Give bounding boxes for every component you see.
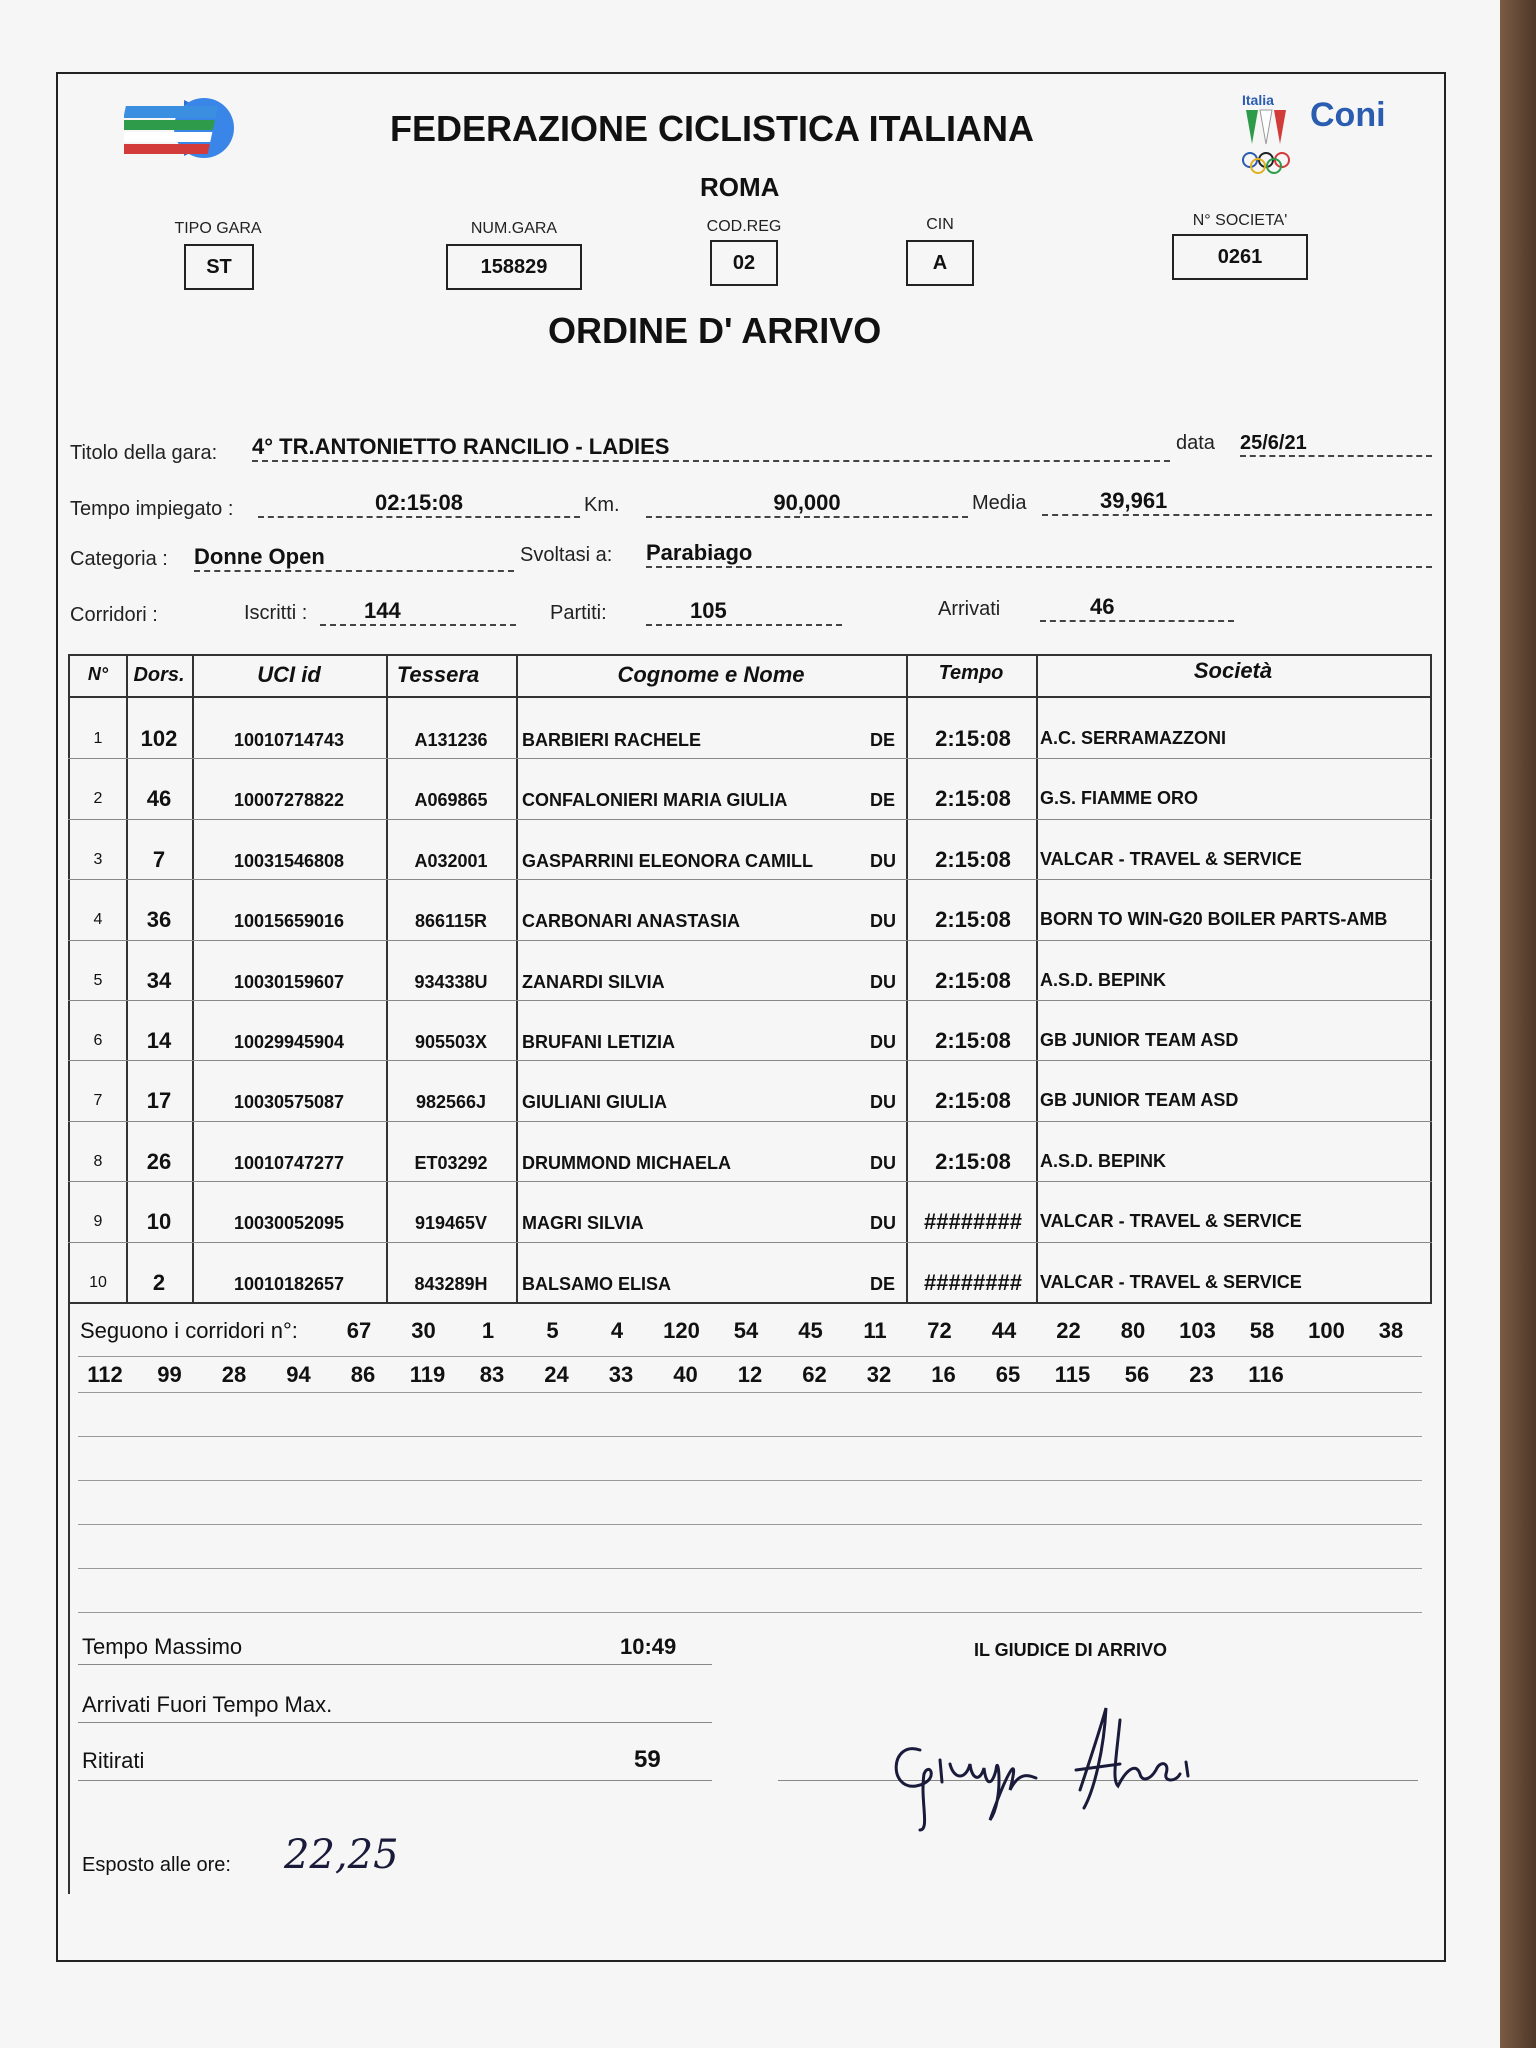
following-rider-number: 67 bbox=[346, 1318, 372, 1343]
row-category: DE bbox=[870, 790, 896, 811]
th-uci: UCI id bbox=[257, 662, 321, 687]
row-uci-id: 10030052095 bbox=[233, 1213, 345, 1234]
row-team: A.S.D. BEPINK bbox=[1040, 969, 1167, 990]
row-tessera: 934338U bbox=[414, 971, 488, 992]
judge-signature bbox=[880, 1690, 1240, 1840]
following-rider-number: 86 bbox=[350, 1362, 376, 1387]
ruled-line bbox=[78, 1524, 1422, 1525]
row-category: DU bbox=[870, 1032, 896, 1052]
row-tessera: 866115R bbox=[414, 911, 488, 932]
row-bib: 14 bbox=[146, 1028, 172, 1053]
following-rider-number: 30 bbox=[411, 1318, 436, 1343]
row-team: VALCAR - TRAVEL & SERVICE bbox=[1040, 1211, 1302, 1232]
row-tessera: 843289H bbox=[414, 1273, 488, 1294]
tipo-gara-box: ST bbox=[184, 244, 254, 290]
row-tessera: 982566J bbox=[415, 1092, 487, 1113]
tipo-gara-label: TIPO GARA bbox=[174, 220, 262, 237]
following-rider-number: 65 bbox=[995, 1362, 1021, 1387]
row-uci-id: 10029945904 bbox=[233, 1032, 345, 1052]
following-rider-number: 40 bbox=[673, 1362, 698, 1387]
place-label: Svoltasi a: bbox=[520, 544, 613, 566]
num-gara-label: NUM.GARA bbox=[470, 220, 558, 237]
th-team: Società bbox=[1193, 658, 1273, 683]
row-number: 2 bbox=[93, 790, 103, 808]
following-rider-number: 119 bbox=[409, 1362, 446, 1387]
max-time-label: Tempo Massimo bbox=[82, 1634, 243, 1659]
row-time: 2:15:08 bbox=[935, 967, 1011, 993]
row-name: CARBONARI ANASTASIA bbox=[522, 911, 740, 932]
following-rider-number: 23 bbox=[1189, 1362, 1214, 1387]
race-title: 4° TR.ANTONIETTO RANCILIO - LADIES bbox=[252, 434, 1170, 462]
row-time: 2:15:08 bbox=[935, 1148, 1011, 1174]
race-avg bbox=[1042, 488, 1432, 516]
row-bib: 10 bbox=[146, 1209, 172, 1235]
table-row-divider bbox=[68, 879, 1432, 880]
following-rider-number: 58 bbox=[1249, 1318, 1275, 1343]
out-of-time-label: Arrivati Fuori Tempo Max. bbox=[82, 1692, 333, 1717]
avg-label: Media bbox=[972, 492, 1027, 514]
following-rider-number: 45 bbox=[798, 1318, 823, 1343]
place: Parabiago bbox=[646, 540, 1432, 568]
row-uci-id: 10031546808 bbox=[233, 850, 345, 871]
row-name: CONFALONIERI MARIA GIULIA bbox=[522, 790, 788, 811]
following-rider-number: 94 bbox=[286, 1362, 311, 1387]
following-rider-number: 54 bbox=[733, 1318, 759, 1343]
row-team: VALCAR - TRAVEL & SERVICE bbox=[1040, 848, 1302, 869]
federation-title: FEDERAZIONE CICLISTICA ITALIANA bbox=[390, 108, 1034, 149]
started-label: Partiti: bbox=[550, 602, 607, 624]
following-rider-number: 72 bbox=[927, 1318, 952, 1343]
row-category: DE bbox=[870, 1273, 896, 1294]
row-uci-id: 10015659016 bbox=[233, 911, 345, 932]
row-team: G.S. FIAMME ORO bbox=[1040, 788, 1199, 809]
fci-logo bbox=[124, 96, 240, 160]
row-tessera: 905503X bbox=[414, 1032, 488, 1052]
following-label: Seguono i corridori n°: bbox=[80, 1318, 298, 1343]
arrived-label: Arrivati bbox=[938, 598, 1001, 620]
table-row-divider bbox=[68, 1242, 1432, 1243]
following-rider-number: 32 bbox=[866, 1362, 892, 1387]
row-team: VALCAR - TRAVEL & SERVICE bbox=[1040, 1271, 1302, 1292]
row-uci-id: 10007278822 bbox=[233, 790, 345, 811]
following-rider-number: 115 bbox=[1054, 1362, 1091, 1387]
row-number: 1 bbox=[93, 730, 103, 747]
row-category: DU bbox=[870, 1092, 896, 1113]
race-time bbox=[258, 490, 580, 518]
table-col-line bbox=[906, 654, 908, 1302]
num-gara-box: 158829 bbox=[446, 244, 582, 290]
row-bib: 36 bbox=[146, 907, 172, 933]
arrived-value: 46 bbox=[1090, 594, 1115, 619]
following-rider-number: 12 bbox=[737, 1362, 763, 1387]
ruled-line bbox=[78, 1568, 1422, 1569]
row-bib: 102 bbox=[140, 726, 178, 751]
row-category: DU bbox=[870, 1152, 896, 1173]
row-uci-id: 10010714743 bbox=[233, 730, 345, 750]
row-time: ######## bbox=[924, 1269, 1022, 1295]
cod-reg-box: 02 bbox=[710, 240, 778, 286]
max-time: 10:49 bbox=[620, 1634, 677, 1659]
row-tessera: 919465V bbox=[414, 1213, 488, 1234]
row-uci-id: 10010182657 bbox=[233, 1273, 345, 1294]
table-header-line bbox=[68, 696, 1432, 698]
following-rider-number: 28 bbox=[221, 1362, 247, 1387]
th-dors: Dors. bbox=[133, 664, 185, 686]
row-number: 7 bbox=[93, 1092, 103, 1110]
row-name: ZANARDI SILVIA bbox=[522, 971, 665, 992]
th-n: N° bbox=[87, 664, 109, 684]
row-team: A.S.D. BEPINK bbox=[1040, 1150, 1167, 1171]
row-bib: 2 bbox=[152, 1269, 166, 1295]
table-row-divider bbox=[68, 1000, 1432, 1001]
table-top-line bbox=[68, 654, 1432, 656]
row-team: A.C. SERRAMAZZONI bbox=[1040, 728, 1226, 748]
table-col-line bbox=[68, 654, 70, 1894]
row-tessera: ET03292 bbox=[414, 1152, 488, 1173]
registered-value: 144 bbox=[364, 598, 401, 623]
date-label: data bbox=[1176, 432, 1215, 454]
arrived bbox=[1040, 594, 1234, 622]
row-number: 6 bbox=[93, 1032, 103, 1049]
following-rider-number: 33 bbox=[608, 1362, 634, 1387]
following-rider-number: 24 bbox=[544, 1362, 569, 1387]
started-value: 105 bbox=[690, 598, 727, 623]
row-name: GIULIANI GIULIA bbox=[522, 1092, 667, 1113]
category-label: Categoria : bbox=[70, 548, 168, 570]
started bbox=[646, 598, 842, 626]
row-number: 10 bbox=[89, 1273, 107, 1291]
row-bib: 26 bbox=[146, 1148, 172, 1174]
category: Donne Open bbox=[194, 544, 514, 572]
following-rider-number: 99 bbox=[157, 1362, 182, 1387]
ruled-line bbox=[78, 1480, 1422, 1481]
following-rider-number: 11 bbox=[863, 1318, 887, 1343]
footer-line bbox=[78, 1780, 712, 1781]
row-name: BALSAMO ELISA bbox=[522, 1273, 672, 1294]
table-col-line bbox=[1430, 654, 1432, 1302]
row-time: 2:15:08 bbox=[935, 1028, 1011, 1053]
cod-reg-label: COD.REG bbox=[706, 218, 782, 235]
form-border bbox=[56, 72, 1446, 1962]
row-bib: 46 bbox=[146, 786, 172, 812]
km-label: Km. bbox=[584, 494, 620, 516]
table-col-line bbox=[1036, 654, 1038, 1302]
row-name: DRUMMOND MICHAELA bbox=[522, 1152, 731, 1173]
row-time: 2:15:08 bbox=[935, 907, 1011, 933]
row-tessera: A032001 bbox=[414, 850, 488, 871]
following-rider-number: 83 bbox=[479, 1362, 505, 1387]
row-category: DU bbox=[870, 850, 896, 871]
following-rider-number: 120 bbox=[663, 1318, 700, 1343]
table-row-divider bbox=[68, 940, 1432, 941]
row-time: ######## bbox=[924, 1209, 1022, 1235]
coni-logo bbox=[1240, 92, 1410, 182]
row-name: BRUFANI LETIZIA bbox=[522, 1032, 675, 1052]
following-rider-number: 44 bbox=[991, 1318, 1017, 1343]
row-time: 2:15:08 bbox=[935, 726, 1011, 751]
row-team: BORN TO WIN-G20 BOILER PARTS-AMB bbox=[1040, 909, 1388, 930]
city-title: ROMA bbox=[700, 172, 780, 202]
following-rider-number: 5 bbox=[546, 1318, 559, 1343]
coni-text: Coni bbox=[1310, 96, 1386, 134]
row-number: 3 bbox=[93, 850, 103, 868]
table-row-divider bbox=[68, 758, 1432, 759]
row-name: GASPARRINI ELEONORA CAMILL bbox=[522, 850, 813, 871]
row-uci-id: 10030575087 bbox=[233, 1092, 345, 1113]
row-team: GB JUNIOR TEAM ASD bbox=[1040, 1090, 1239, 1111]
following-rider-number: 4 bbox=[610, 1318, 624, 1343]
row-category: DU bbox=[870, 911, 896, 932]
riders-label: Corridori : bbox=[70, 604, 158, 626]
table-row-divider bbox=[68, 1060, 1432, 1061]
footer-line bbox=[78, 1722, 712, 1723]
posted-time: 22,25 bbox=[284, 1832, 399, 1878]
row-uci-id: 10010747277 bbox=[233, 1152, 345, 1173]
race-km-value: 90,000 bbox=[773, 490, 841, 515]
following-rider-number: 103 bbox=[1179, 1318, 1216, 1343]
row-team: GB JUNIOR TEAM ASD bbox=[1040, 1030, 1239, 1050]
cin-box: A bbox=[906, 240, 974, 286]
following-rider-number: 22 bbox=[1056, 1318, 1081, 1343]
cin-label: CIN bbox=[926, 216, 954, 233]
row-number: 5 bbox=[93, 971, 103, 989]
row-number: 4 bbox=[93, 911, 103, 929]
th-tessera: Tessera bbox=[396, 662, 480, 687]
following-rider-number: 62 bbox=[802, 1362, 827, 1387]
following-rider-number: 56 bbox=[1124, 1362, 1150, 1387]
footer-line bbox=[78, 1664, 712, 1665]
row-tessera: A131236 bbox=[414, 730, 488, 750]
th-name: Cognome e Nome bbox=[617, 662, 805, 687]
table-row-divider bbox=[68, 1121, 1432, 1122]
row-time: 2:15:08 bbox=[935, 1088, 1011, 1114]
table-bottom-line bbox=[68, 1302, 1432, 1304]
coni-italia-text: Italia bbox=[1242, 92, 1274, 108]
following-rider-number: 116 bbox=[1248, 1362, 1284, 1387]
societa-label: N° SOCIETA' bbox=[1192, 212, 1288, 229]
registered-label: Iscritti : bbox=[244, 602, 308, 624]
ruled-line bbox=[78, 1392, 1422, 1393]
following-rider-number: 80 bbox=[1120, 1318, 1146, 1343]
row-name: MAGRI SILVIA bbox=[522, 1213, 644, 1234]
ruled-line bbox=[78, 1436, 1422, 1437]
societa-box: 0261 bbox=[1172, 234, 1308, 280]
race-time-value: 02:15:08 bbox=[374, 490, 464, 515]
row-time: 2:15:08 bbox=[935, 846, 1011, 872]
race-km bbox=[646, 490, 968, 518]
judge-label: IL GIUDICE DI ARRIVO bbox=[974, 1640, 1168, 1660]
race-avg-value: 39,961 bbox=[1100, 488, 1168, 513]
row-time: 2:15:08 bbox=[935, 786, 1011, 812]
row-name: BARBIERI RACHELE bbox=[522, 730, 702, 750]
retired: 59 bbox=[634, 1746, 661, 1773]
ruled-line bbox=[78, 1612, 1422, 1613]
th-time: Tempo bbox=[938, 662, 1004, 684]
row-number: 8 bbox=[93, 1152, 103, 1170]
row-bib: 7 bbox=[152, 846, 166, 872]
following-rider-number: 100 bbox=[1308, 1318, 1345, 1343]
row-category: DE bbox=[870, 730, 896, 750]
row-bib: 34 bbox=[146, 967, 172, 993]
wood-background bbox=[1500, 0, 1536, 2048]
table-row-divider bbox=[68, 819, 1432, 820]
time-label: Tempo impiegato : bbox=[70, 498, 234, 520]
posted-label: Esposto alle ore: bbox=[82, 1854, 231, 1876]
following-rider-number: 16 bbox=[931, 1362, 956, 1387]
following-rider-number: 1 bbox=[481, 1318, 495, 1343]
row-tessera: A069865 bbox=[414, 790, 488, 811]
retired-label: Ritirati bbox=[82, 1748, 145, 1773]
row-number: 9 bbox=[93, 1213, 103, 1231]
row-bib: 17 bbox=[146, 1088, 172, 1114]
page-heading: ORDINE D' ARRIVO bbox=[548, 310, 882, 351]
race-title-label: Titolo della gara: bbox=[70, 442, 218, 464]
following-rider-number: 38 bbox=[1378, 1318, 1404, 1343]
table-col-line bbox=[516, 654, 518, 1302]
row-uci-id: 10030159607 bbox=[233, 971, 345, 992]
ruled-line bbox=[78, 1356, 1422, 1357]
race-date: 25/6/21 bbox=[1240, 432, 1432, 457]
following-rider-number: 112 bbox=[87, 1362, 123, 1387]
table-row-divider bbox=[68, 1181, 1432, 1182]
row-category: DU bbox=[870, 971, 896, 992]
row-category: DU bbox=[870, 1213, 896, 1234]
registered bbox=[320, 598, 516, 626]
